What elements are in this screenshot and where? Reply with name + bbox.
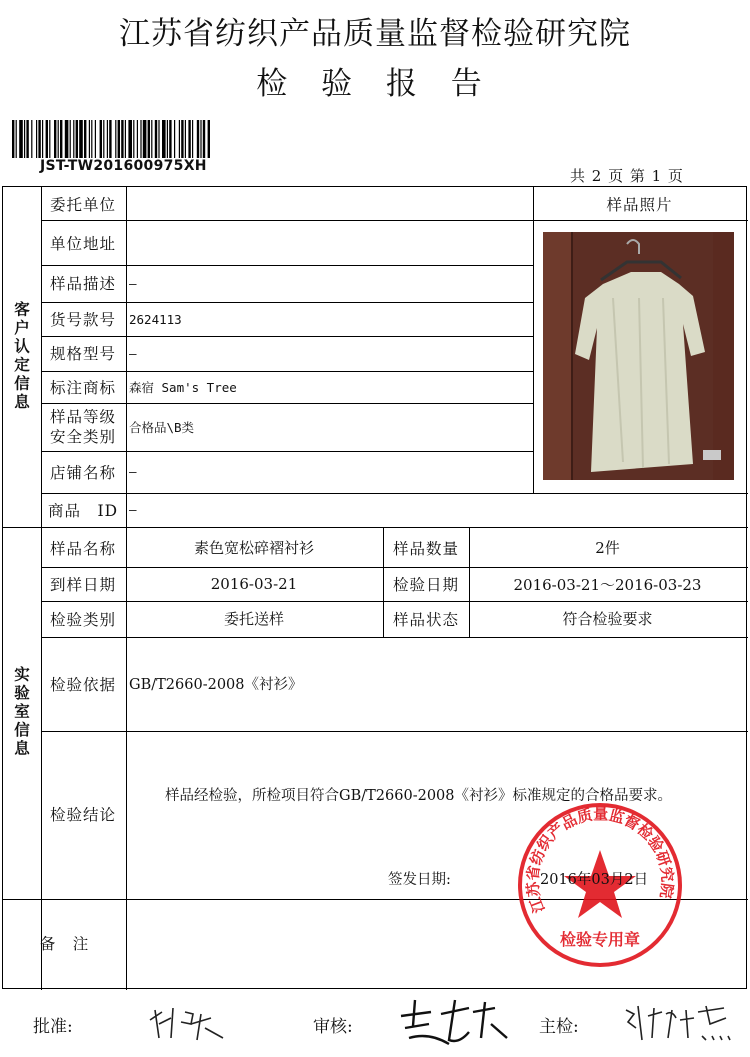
inspector-signature [620, 1000, 740, 1045]
barcode-bar [197, 120, 199, 158]
shop-value: — [129, 464, 137, 479]
barcode-bar [133, 120, 134, 158]
barcode-bar [185, 120, 186, 158]
barcode-bar [16, 120, 17, 158]
grade-label: 样品等级 安全类别 [49, 407, 116, 446]
state-label: 样品状态 [392, 610, 459, 629]
barcode-bar [179, 120, 180, 158]
conclusion-text: 样品经检验，所检项目符合GB/T2660-2008《衬衫》标准规定的合格品要求。 [165, 788, 672, 804]
barcode-bar [24, 120, 25, 158]
barcode-bar [38, 120, 40, 158]
barcode-bar [203, 120, 205, 158]
sign-date-label: 签发日期: [388, 872, 451, 888]
item-number-value: 2624113 [129, 311, 182, 327]
barcode-bar [121, 120, 123, 158]
barcode-bar [42, 120, 43, 158]
barcode-bar [118, 120, 120, 158]
barcode-bar [167, 120, 168, 158]
test-date-label: 检验日期 [392, 576, 459, 594]
barcode-bar [36, 120, 37, 158]
barcode-bar [19, 120, 23, 158]
state-value: 符合检验要求 [562, 610, 653, 628]
item-number-label: 货号款号 [49, 311, 116, 329]
approve-label: 批准: [33, 1017, 73, 1037]
report-number: JST-TW201600975XH [40, 158, 207, 174]
arrival-label: 到样日期 [49, 576, 116, 594]
barcode-bar [100, 120, 102, 158]
barcode-bar [169, 120, 171, 158]
test-type-value: 委托送样 [223, 610, 284, 628]
barcode-bar [84, 120, 86, 158]
approver-signature [145, 1000, 230, 1045]
barcode-bar [208, 120, 210, 158]
test-type-label: 检验类别 [49, 610, 116, 629]
basis-value: GB/T2660-2008《衬衫》 [129, 677, 303, 693]
barcode-bar [103, 120, 104, 158]
shop-label: 店铺名称 [49, 463, 116, 482]
arrival-value: 2016-03-21 [210, 575, 298, 593]
quantity-value: 2件 [595, 539, 620, 557]
address-value [126, 220, 529, 265]
sample-photo [543, 232, 734, 480]
svg-text:检验专用章: 检验专用章 [559, 930, 641, 949]
barcode-bar [91, 120, 92, 158]
barcode-bar [70, 120, 71, 158]
remarks-label: 备 注 [39, 935, 90, 953]
barcode-bar [181, 120, 183, 158]
description-label: 样品描述 [49, 275, 116, 293]
barcode-bar [12, 120, 14, 158]
barcode-bar [60, 120, 62, 158]
main-inspector-label: 主检: [539, 1017, 579, 1037]
barcode-bar [155, 120, 157, 158]
quantity-label: 样品数量 [392, 539, 459, 558]
barcode-bar [162, 120, 166, 158]
barcode-bar [188, 120, 190, 158]
conclusion-label: 检验结论 [49, 806, 116, 824]
barcode-bar [26, 120, 28, 158]
customer-section-label: 客户认定信息 [12, 301, 31, 412]
barcode-bar [158, 120, 159, 158]
svg-text:江苏省纺织产品质量监督检验研究院: 江苏省纺织产品质量监督检验研究院 [523, 805, 677, 916]
test-date-value: 2016-03-21～2016-03-23 [513, 575, 702, 594]
institute-name: 江苏省纺织产品质量监督检验研究院 [119, 16, 631, 52]
spec-label: 规格型号 [49, 345, 116, 363]
address-label: 单位地址 [49, 234, 116, 253]
product-id-label: 商品 ID [47, 501, 119, 520]
barcode-bar [89, 120, 90, 158]
product-id-value: — [129, 502, 137, 517]
barcode-bar [148, 120, 150, 158]
barcode-bar [115, 120, 116, 158]
sign-date-value: 2016年03月2日 [540, 872, 649, 888]
barcode-bar [137, 120, 138, 158]
barcode-bar [174, 120, 175, 158]
page-info: 共 2 页 第 1 页 [570, 167, 683, 185]
sample-name-value: 素色宽松碎褶衬衫 [193, 539, 314, 557]
barcode-bar [76, 120, 78, 158]
barcode [12, 120, 210, 158]
barcode-bar [107, 120, 108, 158]
barcode-bar [54, 120, 56, 158]
spec-value: — [129, 345, 137, 361]
barcode-bar [46, 120, 48, 158]
barcode-bar [143, 120, 147, 158]
barcode-bar [140, 120, 141, 158]
barcode-bar [65, 120, 69, 158]
review-label: 审核: [313, 1017, 353, 1037]
barcode-bar [200, 120, 201, 158]
barcode-bar [151, 120, 152, 158]
barcode-bar [79, 120, 83, 158]
reviewer-signature [395, 994, 515, 1049]
grade-value: 合格品\B类 [129, 419, 195, 435]
brand-value: 森宿 Sam's Tree [129, 380, 237, 395]
barcode-bar [109, 120, 111, 158]
barcode-bar [95, 120, 96, 158]
client-label: 委托单位 [49, 196, 116, 214]
barcode-bar [49, 120, 50, 158]
barcode-bar [73, 120, 74, 158]
sample-name-label: 样品名称 [49, 539, 116, 558]
photo-label: 样品照片 [606, 196, 673, 214]
brand-label: 标注商标 [49, 379, 116, 397]
client-value [126, 188, 529, 220]
barcode-bar [58, 120, 59, 158]
lab-section-label: 实验室信息 [12, 665, 31, 759]
barcode-bar [125, 120, 126, 158]
barcode-bar [192, 120, 193, 158]
report-title: 检 验 报 告 [256, 66, 494, 102]
barcode-bar [128, 120, 132, 158]
barcode-bar [31, 120, 32, 158]
basis-label: 检验依据 [49, 675, 116, 694]
description-value: — [129, 275, 137, 291]
